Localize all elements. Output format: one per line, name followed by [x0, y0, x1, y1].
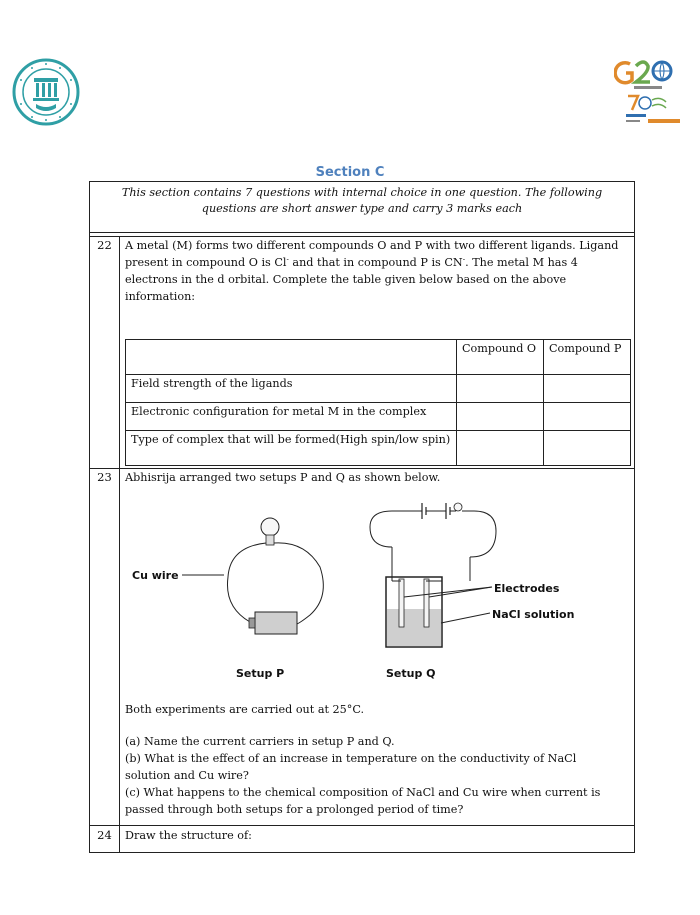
row-divider: [90, 825, 634, 826]
table-row: [126, 431, 631, 466]
table-row: [126, 375, 631, 403]
nacl-solution: [387, 609, 441, 646]
section-intro: This section contains 7 questions with internal choice in one question. The following questions are short answer type and carry 3 marks each: [90, 182, 634, 233]
setup-figure: [120, 497, 634, 707]
table-cell: Type of complex that will be formed(High spin/low spin): [126, 431, 457, 466]
table-cell: Electronic configuration for metal M in the complex: [126, 403, 457, 431]
table-header-cell: Compound P: [544, 340, 631, 375]
setup-q-diagram: [370, 503, 574, 680]
table-cell: [457, 375, 544, 403]
table-row: [126, 403, 631, 431]
compound-table: [125, 339, 631, 466]
table-header-cell: [126, 340, 457, 375]
question-22-text: A metal (M) forms two different compounds O and P with two different ligands. Ligand present in compound O is Cl- and that in compound P is CN-. The metal M has 4 electrons in the d orbital. Complete the table given below based on the above information:: [125, 239, 619, 303]
table-cell: Field strength of the ligands: [126, 375, 457, 403]
table-cell: [457, 431, 544, 466]
question-23-text: Abhisrija arranged two setups P and Q as shown below.: [125, 471, 441, 484]
electrode: [399, 579, 404, 627]
question-24-text: Draw the structure of:: [125, 829, 252, 842]
table-header-row: [126, 340, 631, 375]
table-cell: [457, 403, 544, 431]
question-number-24: 24: [97, 828, 112, 842]
g20-azadi-ka-amrit-mahotsav-logo: [614, 56, 688, 128]
section-title: Section C: [315, 165, 385, 180]
question-number-22: 22: [97, 238, 112, 252]
experiment-temperature: Both experiments are carried out at 25°C.: [125, 703, 365, 716]
table-cell: [544, 375, 631, 403]
table-cell: [544, 431, 631, 466]
cbse-logo: [12, 58, 80, 126]
question-number-23: 23: [97, 470, 112, 484]
setup-q-label: Setup Q: [386, 667, 436, 680]
question-frame: [89, 181, 635, 853]
table-header-cell: Compound O: [457, 340, 544, 375]
cu-wire-label: Cu wire: [132, 569, 179, 582]
electrodes-label: Electrodes: [494, 582, 560, 595]
cbse-emblem-icon: [12, 58, 80, 126]
g20-logo: [614, 56, 688, 128]
battery-icon: [255, 612, 297, 634]
question-23-part-a: (a) Name the current carriers in setup P and Q.: [125, 735, 395, 748]
setup-p-diagram: [132, 518, 323, 680]
electrode: [424, 579, 429, 627]
table-cell: [544, 403, 631, 431]
setup-p-label: Setup P: [236, 667, 285, 680]
bulb-icon: [261, 518, 279, 536]
nacl-label: NaCl solution: [492, 608, 575, 621]
question-23-part-c: (c) What happens to the chemical composition of NaCl and Cu wire when current is passed through both setups for a prolonged period of time?: [125, 786, 601, 816]
question-23-part-b: (b) What is the effect of an increase in temperature on the conductivity of NaCl solution and Cu wire?: [125, 752, 577, 782]
small-bulb-icon: [454, 503, 462, 511]
